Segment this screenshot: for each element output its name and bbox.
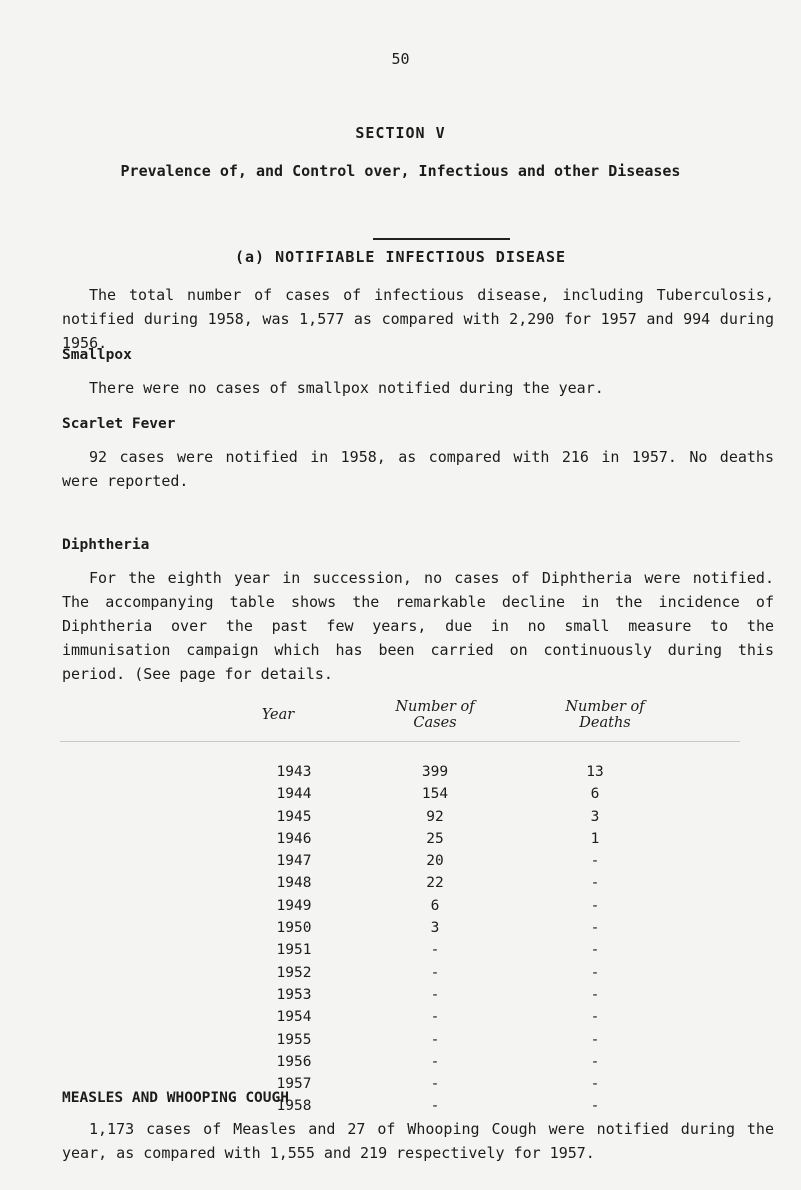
table-row xyxy=(0,1032,801,1054)
table-row xyxy=(0,831,801,853)
table-cell-cases: - xyxy=(430,1009,440,1026)
table-cell-year: 1956 xyxy=(276,1053,312,1070)
table-cell-year: 1945 xyxy=(276,808,312,825)
table-cell-deaths: - xyxy=(590,875,600,892)
table-cell-cases: 92 xyxy=(426,808,444,825)
table-cell-cases: - xyxy=(430,1031,440,1048)
intro-paragraph xyxy=(62,283,774,355)
table-row xyxy=(0,809,801,831)
table-cell-cases: - xyxy=(430,986,440,1003)
table-cell-deaths: - xyxy=(590,853,600,870)
scarlet-fever-heading: Scarlet Fever xyxy=(62,416,176,432)
table-row xyxy=(0,1054,801,1076)
table-cell-deaths: 6 xyxy=(590,786,600,803)
table-cell-deaths: - xyxy=(590,1076,600,1093)
table-cell-deaths: - xyxy=(590,942,600,959)
section-subtitle: Prevalence of, and Control over, Infectious and other Diseases xyxy=(120,162,681,180)
table-cell-deaths: 3 xyxy=(590,808,600,825)
table-cell-year: 1952 xyxy=(276,964,312,981)
measles-paragraph xyxy=(62,1117,774,1165)
smallpox-heading: Smallpox xyxy=(62,347,132,363)
intro-text: The total number of cases of infectious disease, including Tuberculosis, notified during 1958, was 1,577 as compared with 2,290 for 1957 and 994 during 1956. xyxy=(62,286,774,352)
table-cell-cases: 6 xyxy=(430,897,440,914)
table-cell-cases: - xyxy=(430,1098,440,1115)
table-header-divider xyxy=(60,741,740,742)
table-row xyxy=(0,965,801,987)
table-cell-cases: 22 xyxy=(426,875,444,892)
table-header-cases-line2: Cases xyxy=(413,715,457,731)
section-title: SECTION V xyxy=(355,124,446,142)
table-cell-year: 1955 xyxy=(276,1031,312,1048)
diphtheria-paragraph xyxy=(62,566,774,686)
table-header-deaths-line1: Number of xyxy=(565,699,645,715)
table-cell-cases: - xyxy=(430,964,440,981)
table-header-cases xyxy=(370,699,500,731)
table-cell-deaths: 13 xyxy=(586,764,604,780)
table-cell-deaths: - xyxy=(590,986,600,1003)
table-cell-deaths: - xyxy=(590,1098,600,1115)
table-header-deaths-line2: Deaths xyxy=(579,715,631,731)
table-cell-cases: 25 xyxy=(426,830,444,847)
table-cell-cases: 154 xyxy=(421,786,449,803)
table-cell-year: 1954 xyxy=(276,1009,312,1026)
diphtheria-table-body xyxy=(0,764,801,1121)
diphtheria-text: For the eighth year in succession, no cases of Diphtheria were notified. The accompanying table shows the remarkable decline in the incidence of Diphtheria over the past few years, due in no small measure to the immunisation campaign which has been carried on continuously during this period. (See page for details. xyxy=(62,569,774,683)
table-cell-cases: - xyxy=(430,1076,440,1093)
table-cell-deaths: - xyxy=(590,1031,600,1048)
scarlet-fever-paragraph xyxy=(62,445,774,493)
table-row xyxy=(0,898,801,920)
table-cell-year: 1946 xyxy=(276,830,312,847)
scarlet-fever-text: 92 cases were notified in 1958, as compared with 216 in 1957. No deaths were reported. xyxy=(62,448,774,490)
table-cell-year: 1947 xyxy=(276,853,312,870)
table-cell-cases: - xyxy=(430,942,440,959)
table-cell-year: 1958 xyxy=(276,1098,312,1115)
measles-text: 1,173 cases of Measles and 27 of Whooping Cough were notified during the year, as compared with 1,555 and 219 respectively for 1957. xyxy=(62,1120,774,1162)
subheading: (a) NOTIFIABLE INFECTIOUS DISEASE xyxy=(234,248,566,266)
smallpox-paragraph xyxy=(62,376,774,400)
table-row xyxy=(0,920,801,942)
diphtheria-heading: Diphtheria xyxy=(62,537,150,553)
table-row xyxy=(0,853,801,875)
table-row xyxy=(0,875,801,897)
table-cell-year: 1943 xyxy=(276,764,312,780)
table-cell-deaths: - xyxy=(590,964,600,981)
table-cell-cases: 399 xyxy=(421,764,449,780)
table-row xyxy=(0,987,801,1009)
table-cell-year: 1949 xyxy=(276,897,312,914)
table-row xyxy=(0,942,801,964)
table-row xyxy=(0,1009,801,1031)
table-header-deaths xyxy=(540,699,670,731)
table-cell-year: 1953 xyxy=(276,986,312,1003)
smallpox-text: There were no cases of smallpox notified during the year. xyxy=(89,379,604,397)
table-cell-cases: 3 xyxy=(430,920,440,937)
page-number: 50 xyxy=(391,50,410,68)
table-header-cases-line1: Number of xyxy=(395,699,475,715)
table-cell-year: 1957 xyxy=(276,1076,312,1093)
table-cell-deaths: - xyxy=(590,1009,600,1026)
table-cell-deaths: - xyxy=(590,897,600,914)
table-cell-cases: - xyxy=(430,1053,440,1070)
table-cell-year: 1951 xyxy=(276,942,312,959)
table-row xyxy=(0,764,801,786)
measles-heading: MEASLES AND WHOOPING COUGH xyxy=(62,1090,289,1106)
table-cell-cases: 20 xyxy=(426,853,444,870)
title-divider xyxy=(373,238,510,240)
table-header-year: Year xyxy=(261,707,295,723)
table-cell-deaths: 1 xyxy=(590,830,600,847)
table-cell-deaths: - xyxy=(590,1053,600,1070)
table-cell-year: 1950 xyxy=(276,920,312,937)
table-cell-year: 1944 xyxy=(276,786,312,803)
table-cell-deaths: - xyxy=(590,920,600,937)
table-cell-year: 1948 xyxy=(276,875,312,892)
table-row xyxy=(0,786,801,808)
